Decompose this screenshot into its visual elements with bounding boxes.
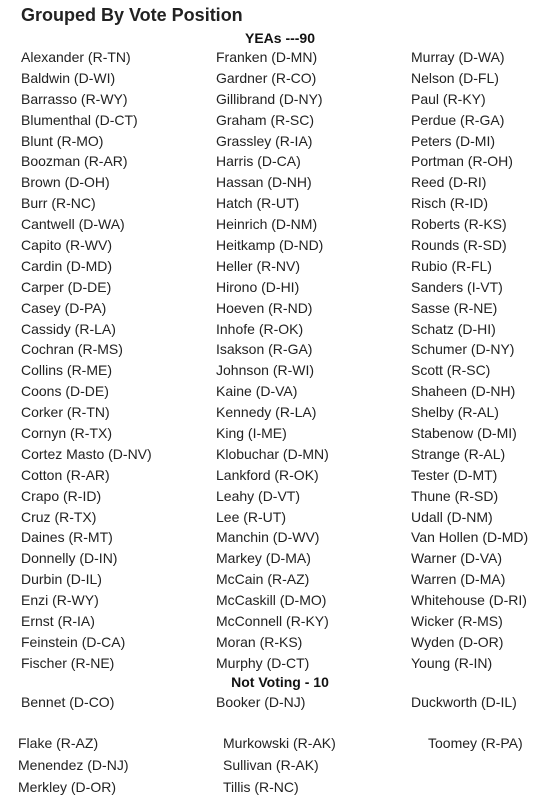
yea-senator: Cantwell (D-WA) xyxy=(21,216,125,233)
yea-senator: Tester (D-MT) xyxy=(411,466,498,483)
yeas-heading: YEAs ---90 xyxy=(244,30,316,46)
yea-senator: Risch (R-ID) xyxy=(411,195,488,212)
yea-senator: Perdue (R-GA) xyxy=(411,111,505,128)
not-voting-senator: Duckworth (D-IL) xyxy=(411,694,517,710)
yea-senator: Cardin (D-MD) xyxy=(21,257,112,274)
yea-senator: Kennedy (R-LA) xyxy=(216,404,317,421)
yea-senator: Cotton (R-AR) xyxy=(21,466,110,483)
not-voting-senator: Flake (R-AZ) xyxy=(18,735,99,751)
yea-senator: Corker (R-TN) xyxy=(21,404,110,421)
yea-senator: Harris (D-CA) xyxy=(216,153,301,170)
yea-senator: Durbin (D-IL) xyxy=(21,571,102,588)
yeas-column-2 xyxy=(216,47,396,674)
not-voting-senator: Bennet (D-CO) xyxy=(21,694,115,710)
yea-senator: Grassley (R-IA) xyxy=(216,132,313,149)
yea-senator: Johnson (R-WI) xyxy=(216,362,315,379)
yea-senator: Burr (R-NC) xyxy=(21,195,96,212)
yea-senator: Crapo (R-ID) xyxy=(21,487,102,504)
yea-senator: Van Hollen (D-MD) xyxy=(411,529,529,546)
yea-senator: Manchin (D-WV) xyxy=(216,529,320,546)
yea-senator: Donnelly (D-IN) xyxy=(21,550,118,567)
yea-senator: McCain (R-AZ) xyxy=(216,571,310,588)
not-voting-senator: Toomey (R-PA) xyxy=(428,735,523,751)
yea-senator: Hirono (D-HI) xyxy=(216,278,300,295)
not-voting-column-1 xyxy=(18,732,198,798)
not-voting-strip xyxy=(0,722,560,801)
yea-senator: Feinstein (D-CA) xyxy=(21,633,126,650)
yeas-column-1 xyxy=(21,47,201,674)
yea-senator: Nelson (D-FL) xyxy=(411,69,499,86)
yea-senator: Shaheen (D-NH) xyxy=(411,383,516,400)
yea-senator: Markey (D-MA) xyxy=(216,550,311,567)
yea-senator: Ernst (R-IA) xyxy=(21,613,95,630)
yea-senator: Roberts (R-KS) xyxy=(411,216,507,233)
not-voting-heading: Not Voting - 10 xyxy=(231,674,329,690)
yea-senator: Stabenow (D-MI) xyxy=(411,425,517,442)
yea-senator: Hassan (D-NH) xyxy=(216,174,312,191)
not-voting-senator: Sullivan (R-AK) xyxy=(223,757,319,773)
yea-senator: McConnell (R-KY) xyxy=(216,613,329,630)
yea-senator: Gardner (R-CO) xyxy=(216,69,317,86)
not-voting-column-2 xyxy=(223,732,403,798)
yea-senator: McCaskill (D-MO) xyxy=(216,592,327,609)
yea-senator: Heitkamp (D-ND) xyxy=(216,237,324,254)
yea-senator: Klobuchar (D-MN) xyxy=(216,445,329,462)
yea-senator: Peters (D-MI) xyxy=(411,132,495,149)
yea-senator: Young (R-IN) xyxy=(411,654,493,671)
yea-senator: Capito (R-WV) xyxy=(21,237,113,254)
yea-senator: Thune (R-SD) xyxy=(411,487,499,504)
page-title: Grouped By Vote Position xyxy=(21,5,243,25)
yea-senator: Sanders (I-VT) xyxy=(411,278,503,295)
yea-senator: Baldwin (D-WI) xyxy=(21,69,116,86)
not-voting-senator: Menendez (D-NJ) xyxy=(18,757,129,773)
not-voting-senator: Tillis (R-NC) xyxy=(223,779,299,795)
yea-senator: Daines (R-MT) xyxy=(21,529,113,546)
yea-senator: Cochran (R-MS) xyxy=(21,341,123,358)
yea-senator: Graham (R-SC) xyxy=(216,111,315,128)
yea-senator: Blunt (R-MO) xyxy=(21,132,104,149)
yea-senator: Blumenthal (D-CT) xyxy=(21,111,138,128)
yea-senator: Warren (D-MA) xyxy=(411,571,506,588)
yea-senator: Cruz (R-TX) xyxy=(21,508,97,525)
yea-senator: Murphy (D-CT) xyxy=(216,654,310,671)
yea-senator: Rounds (R-SD) xyxy=(411,237,507,254)
yea-senator: Udall (D-NM) xyxy=(411,508,493,525)
yea-senator: Rubio (R-FL) xyxy=(411,257,492,274)
yea-senator: Heller (R-NV) xyxy=(216,257,300,274)
yea-senator: Isakson (R-GA) xyxy=(216,341,313,358)
yea-senator: Casey (D-PA) xyxy=(21,299,107,316)
yea-senator: Boozman (R-AR) xyxy=(21,153,128,170)
yea-senator: Kaine (D-VA) xyxy=(216,383,298,400)
yea-senator: Brown (D-OH) xyxy=(21,174,110,191)
yea-senator: Lee (R-UT) xyxy=(216,508,287,525)
yea-senator: Collins (R-ME) xyxy=(21,362,112,379)
yea-senator: Whitehouse (D-RI) xyxy=(411,592,527,609)
yea-senator: Alexander (R-TN) xyxy=(21,49,131,65)
yea-senator: Paul (R-KY) xyxy=(411,90,486,107)
yea-senator: Warner (D-VA) xyxy=(411,550,502,567)
yea-senator: Sasse (R-NE) xyxy=(411,299,498,316)
yea-senator: Heinrich (D-NM) xyxy=(216,216,318,233)
yea-senator: Hatch (R-UT) xyxy=(216,195,300,212)
yea-senator: Franken (D-MN) xyxy=(216,49,318,65)
yea-senator: Carper (D-DE) xyxy=(21,278,112,295)
yea-senator: Schatz (D-HI) xyxy=(411,320,496,337)
not-voting-senator: Murkowski (R-AK) xyxy=(223,735,336,751)
yea-senator: King (I-ME) xyxy=(216,425,287,442)
yea-senator: Cortez Masto (D-NV) xyxy=(21,445,152,462)
yea-senator: Enzi (R-WY) xyxy=(21,592,99,609)
yea-senator: Reed (D-RI) xyxy=(411,174,487,191)
yea-senator: Cassidy (R-LA) xyxy=(21,320,116,337)
yea-senator: Murray (D-WA) xyxy=(411,49,505,65)
yeas-column-3 xyxy=(411,47,560,674)
yea-senator: Leahy (D-VT) xyxy=(216,487,301,504)
yea-senator: Lankford (R-OK) xyxy=(216,466,319,483)
yea-senator: Cornyn (R-TX) xyxy=(21,425,113,442)
not-voting-senator: Booker (D-NJ) xyxy=(216,694,306,710)
yea-senator: Wyden (D-OR) xyxy=(411,633,504,650)
yea-senator: Fischer (R-NE) xyxy=(21,654,115,671)
yea-senator: Moran (R-KS) xyxy=(216,633,303,650)
yea-senator: Hoeven (R-ND) xyxy=(216,299,313,316)
yea-senator: Shelby (R-AL) xyxy=(411,404,499,421)
not-voting-senator: Merkley (D-OR) xyxy=(18,779,116,795)
yea-senator: Coons (D-DE) xyxy=(21,383,109,400)
yea-senator: Gillibrand (D-NY) xyxy=(216,90,323,107)
yea-senator: Portman (R-OH) xyxy=(411,153,513,170)
yea-senator: Scott (R-SC) xyxy=(411,362,491,379)
yea-senator: Barrasso (R-WY) xyxy=(21,90,128,107)
yea-senator: Strange (R-AL) xyxy=(411,445,506,462)
not-voting-column-3 xyxy=(428,732,560,754)
yea-senator: Schumer (D-NY) xyxy=(411,341,515,358)
yea-senator: Inhofe (R-OK) xyxy=(216,320,304,337)
yea-senator: Wicker (R-MS) xyxy=(411,613,503,630)
